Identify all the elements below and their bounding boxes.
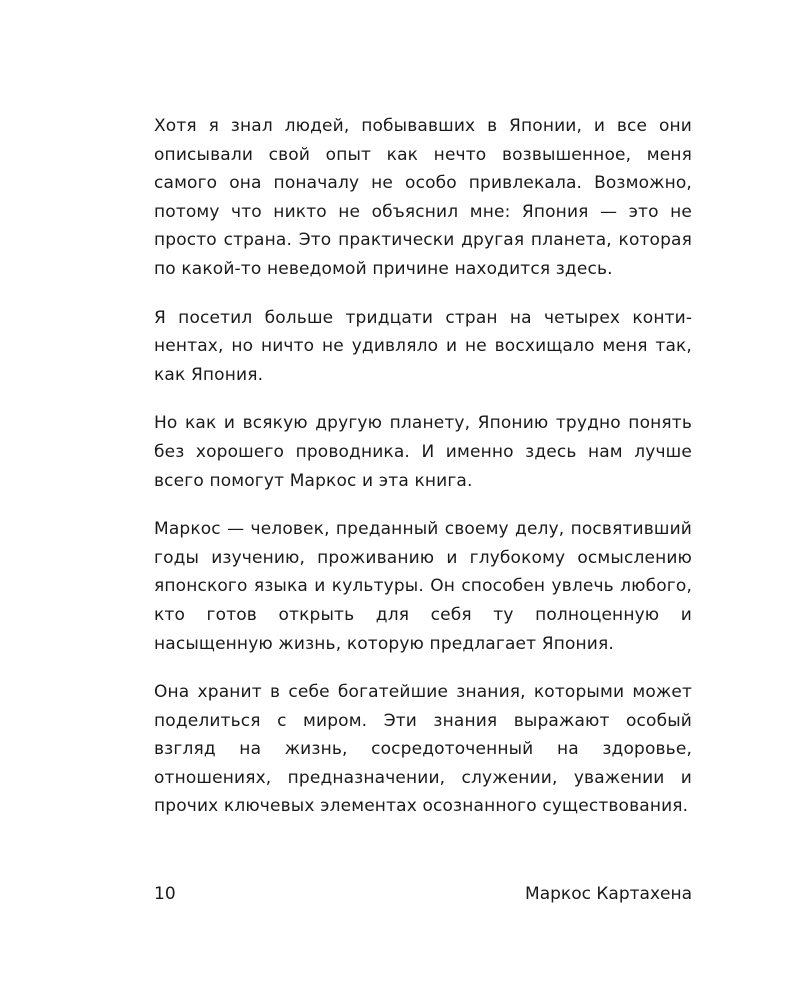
page-body bbox=[154, 112, 692, 841]
paragraph-2: Я посетил больше тридцати стран на четырех континентах, но ничто не удивляло и не восхищало меня так, как Япония. bbox=[154, 307, 692, 385]
paragraph-5: Она хранит в себе богатейшие знания, которыми может поделиться с миром. Эти знания выражают особый взгляд на жизнь, сосредоточенный на здоровье, отношениях, предназначении, служении, уважении и прочих ключевых элементах осознанного существования. bbox=[154, 682, 692, 817]
page-number: 10 bbox=[154, 884, 176, 904]
paragraph-4: Маркос — человек, преданный своему делу, посвятивший годы изучению, проживанию и глубокому осмыслению японского языка и культуры. Он способен увлечь любого, кто готов открыть для себя ту полноценную и насыщенную жизнь, которую предлагает Япония. bbox=[154, 519, 692, 654]
paragraph-3: Но как и всякую другую планету, Японию трудно понять без хорошего проводника. И именно здесь нам лучше всего помогут Маркос и эта книга. bbox=[154, 413, 692, 491]
page-footer bbox=[154, 880, 692, 908]
running-footer-author: Маркос Картахена bbox=[525, 884, 692, 904]
paragraph-1: Хотя я знал людей, побывавших в Японии, и все они описывали свой опыт как нечто возвышенное, меня самого она поначалу не особо привлекала. Возможно, потому что никто не объяснил мне: Япония — это не просто страна. Это практически другая планета, которая по какой-то неведомой причине находится здесь. bbox=[154, 116, 692, 279]
